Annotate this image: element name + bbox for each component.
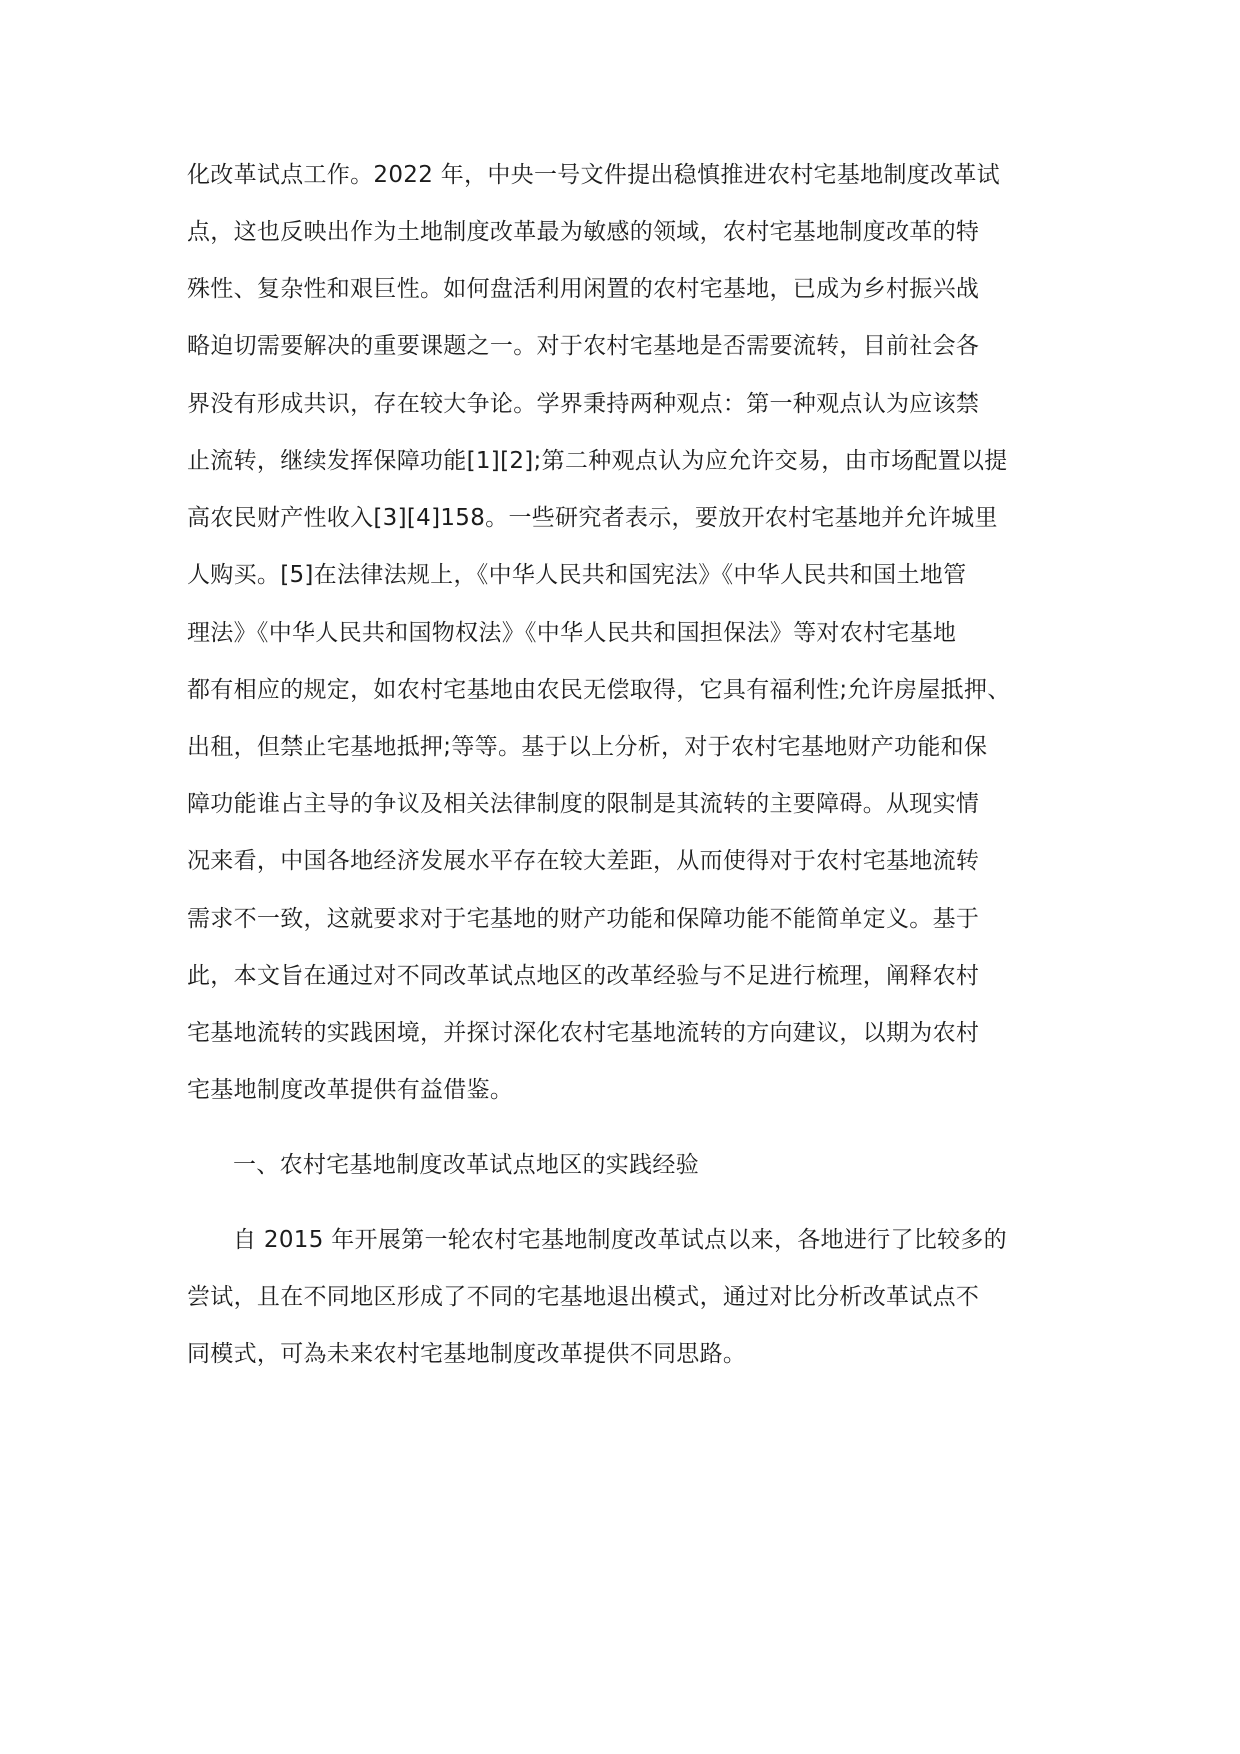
paragraph-1-line-2: 点，这也反映出作为土地制度改革最为敏感的领域，农村宅基地制度改革的特 xyxy=(187,219,980,245)
paragraph-1-line-11: 出租，但禁止宅基地抵押;等等。基于以上分析，对于农村宅基地财产功能和保 xyxy=(187,734,988,760)
paragraph-1-line-1: 化改革试点工作。2022 年，中央一号文件提出稳慎推进农村宅基地制度改革试 xyxy=(187,162,1000,188)
paragraph-1-line-10: 都有相应的规定，如农村宅基地由农民无偿取得，它具有福利性;允许房屋抵押、 xyxy=(187,677,1011,703)
paragraph-1-line-4: 略迫切需要解决的重要课题之一。对于农村宅基地是否需要流转，目前社会各 xyxy=(187,333,980,359)
paragraph-1-line-14: 需求不一致，这就要求对于宅基地的财产功能和保障功能不能简单定义。基于 xyxy=(187,906,980,932)
paragraph-1-line-12: 障功能谁占主导的争议及相关法律制度的限制是其流转的主要障碍。从现实情 xyxy=(187,791,980,817)
paragraph-1-line-7: 高农民财产性收入[3][4]158。一些研究者表示，要放开农村宅基地并允许城里 xyxy=(187,505,998,531)
paragraph-1-line-3: 殊性、复杂性和艰巨性。如何盘活利用闲置的农村宅基地，已成为乡村振兴战 xyxy=(187,276,980,302)
paragraph-2-line-3: 同模式，可為未来农村宅基地制度改革提供不同思路。 xyxy=(187,1341,747,1367)
paragraph-1-line-8: 人购买。[5]在法律法规上，《中华人民共和国宪法》《中华人民共和国土地管 xyxy=(187,562,967,588)
paragraph-1-line-6: 止流转，继续发挥保障功能[1][2];第二种观点认为应允许交易，由市场配置以提 xyxy=(187,448,1008,474)
paragraph-1-line-5: 界没有形成共识，存在较大争论。学界秉持两种观点：第一种观点认为应该禁 xyxy=(187,391,980,417)
section-heading: 一、农村宅基地制度改革试点地区的实践经验 xyxy=(233,1152,699,1178)
paragraph-1-line-17: 宅基地制度改革提供有益借鉴。 xyxy=(187,1077,514,1103)
paragraph-1-line-16: 宅基地流转的实践困境，并探讨深化农村宅基地流转的方向建议，以期为农村 xyxy=(187,1020,980,1046)
paragraph-2-line-1: 自 2015 年开展第一轮农村宅基地制度改革试点以来，各地进行了比较多的 xyxy=(233,1227,1007,1253)
paragraph-1-line-13: 况来看，中国各地经济发展水平存在较大差距，从而使得对于农村宅基地流转 xyxy=(187,848,980,874)
paragraph-1-line-15: 此，本文旨在通过对不同改革试点地区的改革经验与不足进行梳理，阐释农村 xyxy=(187,963,980,989)
paragraph-1-line-9: 理法》《中华人民共和国物权法》《中华人民共和国担保法》等对农村宅基地 xyxy=(187,620,957,646)
paragraph-2-line-2: 尝试，且在不同地区形成了不同的宅基地退出模式，通过对比分析改革试点不 xyxy=(187,1284,980,1310)
